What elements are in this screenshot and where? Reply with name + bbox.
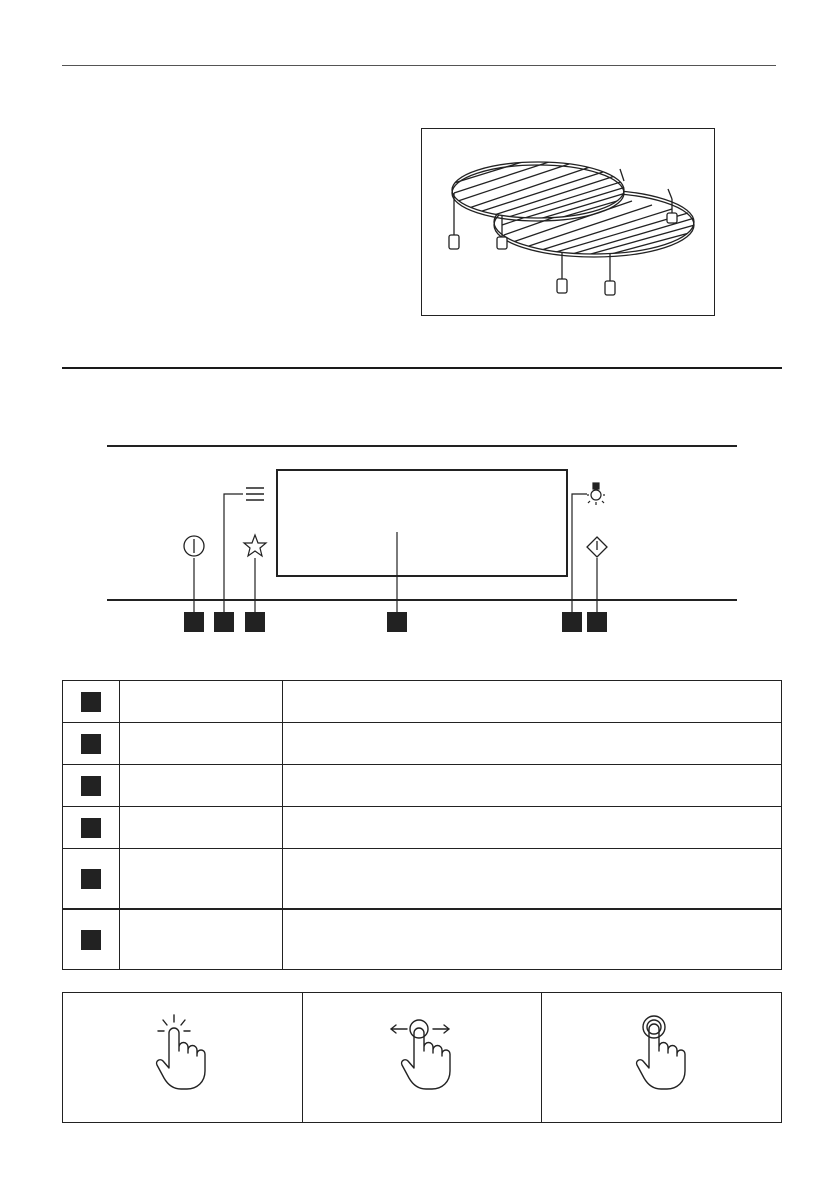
table-row <box>63 723 782 765</box>
callout-1 <box>184 612 204 632</box>
control-panel-diagram <box>107 440 737 640</box>
table-row <box>63 681 782 723</box>
description-cell <box>283 723 782 765</box>
function-cell <box>120 807 283 849</box>
gesture-press-cell <box>542 993 781 1122</box>
callout-2 <box>214 612 234 632</box>
description-cell <box>283 807 782 849</box>
table-row <box>63 765 782 807</box>
callout-3 <box>245 612 265 632</box>
start-icon[interactable] <box>587 537 607 557</box>
light-icon[interactable] <box>587 483 605 505</box>
function-cell <box>120 765 283 807</box>
top-rule <box>62 65 776 66</box>
control-functions-table <box>62 680 782 970</box>
description-cell <box>283 849 782 910</box>
row-number-6 <box>81 930 101 950</box>
function-cell <box>120 723 283 765</box>
display-screen <box>277 470 567 576</box>
table-row <box>63 807 782 849</box>
gesture-legend <box>62 992 782 1123</box>
callout-6 <box>587 612 607 632</box>
wire-rack-icon <box>422 129 714 315</box>
function-cell <box>120 849 283 910</box>
press-hold-gesture-icon <box>632 1013 692 1093</box>
swipe-gesture-icon <box>387 1013 457 1093</box>
row-number-4 <box>81 818 101 838</box>
section-divider <box>62 367 782 369</box>
description-cell <box>283 765 782 807</box>
star-icon[interactable] <box>244 535 266 556</box>
table-row <box>63 849 782 910</box>
row-number-5 <box>81 869 101 889</box>
description-cell <box>283 909 782 970</box>
gesture-tap-cell <box>63 993 303 1122</box>
callout-5 <box>562 612 582 632</box>
wire-rack-figure <box>421 128 715 316</box>
function-cell <box>120 681 283 723</box>
power-icon[interactable] <box>184 536 204 556</box>
row-number-2 <box>81 734 101 754</box>
gesture-swipe-cell <box>303 993 543 1122</box>
row-number-1 <box>81 692 101 712</box>
description-cell <box>283 681 782 723</box>
callout-4 <box>387 612 407 632</box>
tap-gesture-icon <box>152 1013 212 1093</box>
function-cell <box>120 909 283 970</box>
table-row <box>63 909 782 970</box>
row-number-3 <box>81 776 101 796</box>
menu-icon[interactable] <box>246 488 264 500</box>
